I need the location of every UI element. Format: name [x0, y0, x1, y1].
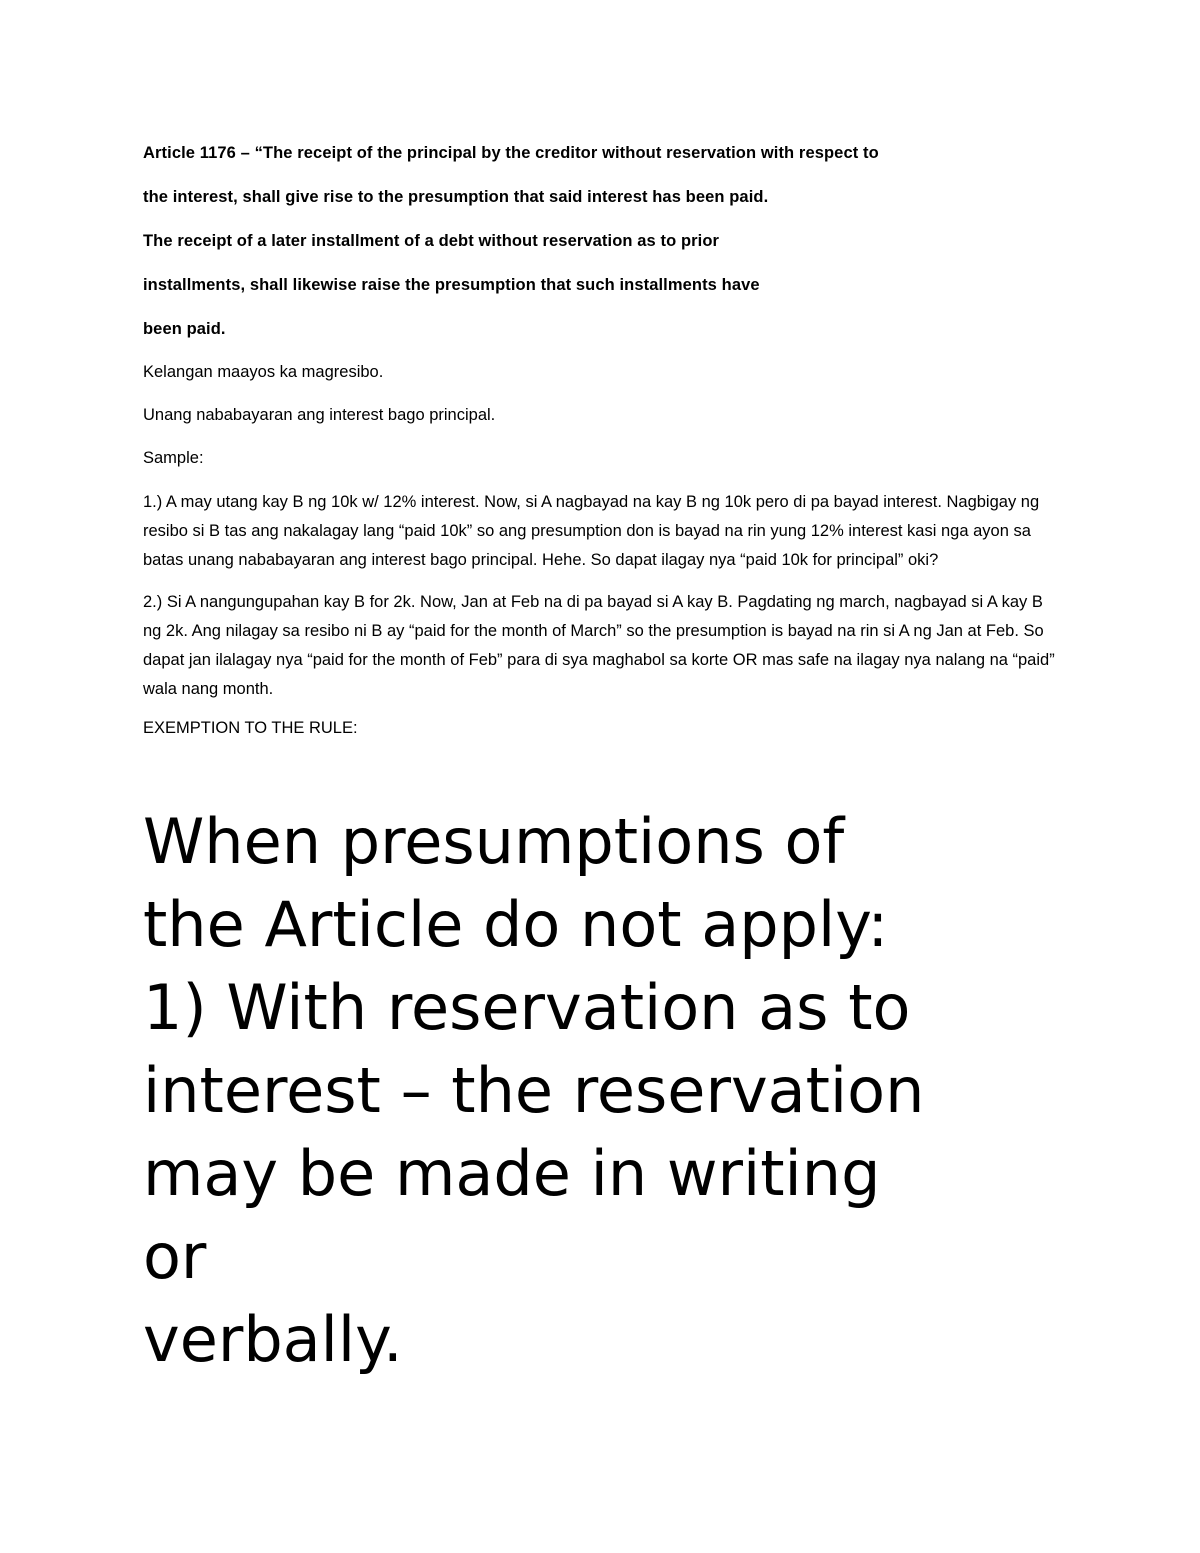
sample-paragraph-1: 1.) A may utang kay B ng 10k w/ 12% interest. Now, si A nagbayad na kay B ng 10k pero di pa bayad interest. Nagbigay ng resibo si B tas ang nakalagay lang “paid 10k” so ang presumption don is bayad na rin yung 12% interest kasi nga ayon sa batas unang nababayaran ang interest bago principal. Hehe. So dapat ilagay nya “paid 10k for principal” oki? [143, 493, 1040, 569]
article-line: installments, shall likewise raise the presumption that such installments have [143, 276, 760, 294]
article-line: the interest, shall give rise to the presumption that said interest has been paid. [143, 188, 769, 206]
exemption-line: verbally. [143, 1303, 403, 1376]
sample-label: Sample: [143, 449, 204, 467]
exemption-line: 1) With reservation as to [143, 971, 911, 1044]
exemption-label: EXEMPTION TO THE RULE: [143, 719, 358, 737]
sample-paragraph-2: 2.) Si A nangungupahan kay B for 2k. Now, Jan at Feb na di pa bayad si A kay B. Pagdating ng march, nagbayad si A kay B ng 2k. Ang nilagay sa resibo ni B ay “paid for the month of March” so the presumption is bayad na rin si A ng Jan at Feb. So dapat jan ilalagay nya “paid for the month of Feb” para di sya maghabol sa korte OR mas safe na ilagay nya nalang na “paid” wala nang month. [143, 593, 1055, 698]
note-paragraph: Unang nababayaran ang interest bago principal. [143, 406, 496, 424]
exemption-line: interest – the reservation [143, 1054, 925, 1127]
article-line: been paid. [143, 320, 226, 338]
exemption-line: may be made in writing [143, 1137, 881, 1210]
document-body [143, 142, 1063, 760]
article-line: The receipt of a later installment of a debt without reservation as to prior [143, 232, 720, 250]
note-paragraph: Kelangan maayos ka magresibo. [143, 363, 384, 381]
exemption-line: or [143, 1220, 207, 1293]
article-line: Article 1176 – “The receipt of the principal by the creditor without reservation with respect to [143, 144, 879, 162]
exemption-line: When presumptions of [143, 805, 845, 878]
exemption-text [143, 800, 1103, 1381]
exemption-line: the Article do not apply: [143, 888, 889, 961]
